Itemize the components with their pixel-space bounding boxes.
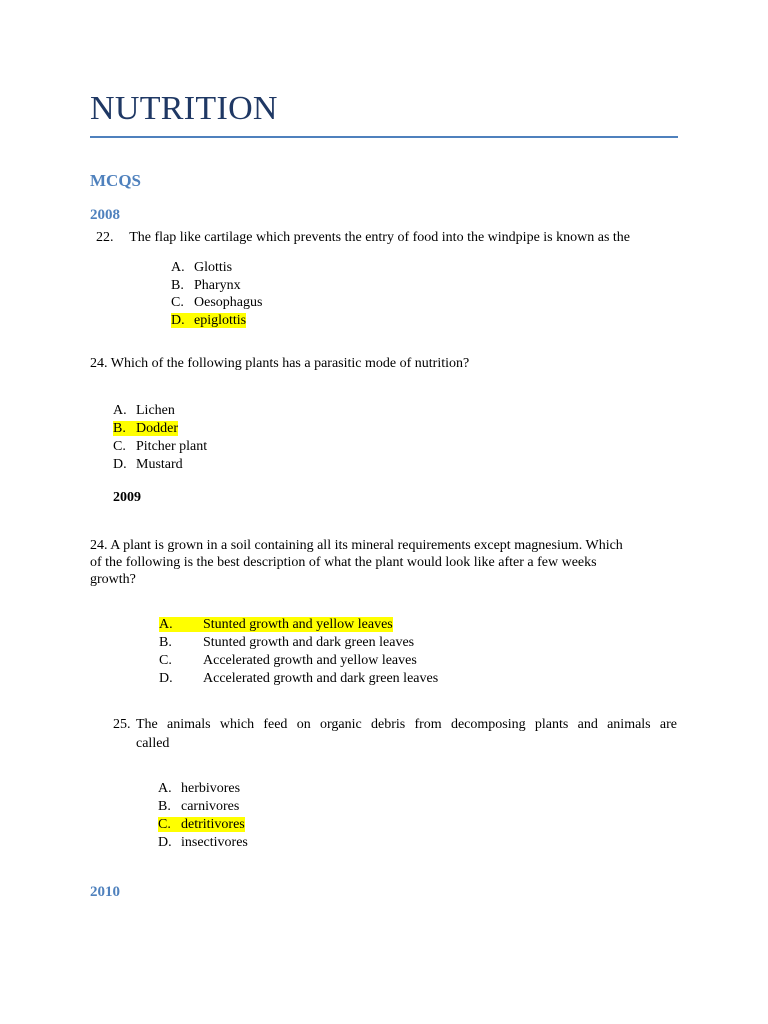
option-text: Stunted growth and dark green leaves [203,635,415,650]
option-text: Accelerated growth and dark green leaves [203,671,439,686]
option-d [158,834,248,852]
question-22 [96,229,630,246]
question-number: 22. [96,230,114,245]
option-label: D. [159,671,173,686]
option-text: carnivores [181,799,240,814]
option-label: C. [158,817,171,832]
option-d [159,670,438,688]
option-c [113,438,207,456]
section-heading: MCQS [90,171,141,190]
option-d [113,456,207,474]
highlighted-answer [158,817,245,832]
option-c [171,294,262,312]
option-label: A. [113,403,127,418]
option-text: Oesophagus [194,295,263,310]
option-b [113,420,207,438]
option-c [158,816,248,834]
question-24-parasitic: 24. Which of the following plants has a parasitic mode of nutrition? [90,356,470,371]
option-text: Pharynx [194,277,241,293]
option-text: Mustard [136,457,183,472]
document-title: NUTRITION [90,90,278,127]
q25-options [158,780,248,852]
option-text: Accelerated growth and yellow leaves [203,653,417,668]
year-heading-2009: 2009 [113,490,141,505]
option-label: A. [158,781,172,796]
option-a [113,402,207,420]
question-25-number: 25. [113,717,131,732]
option-text: detritivores [181,817,245,832]
option-label: B. [158,799,171,814]
option-b [158,798,248,816]
year-heading-2010: 2010 [90,884,120,900]
option-text: Pitcher plant [136,439,208,454]
option-d [171,312,262,330]
question-text: The flap like cartilage which prevents the entry of food into the windpipe is known as the [129,230,630,245]
q24a-options [113,402,207,474]
option-text: insectivores [181,835,248,850]
question-25 [136,716,677,753]
option-text: Lichen [136,403,175,418]
option-b [159,634,438,652]
option-label: D. [171,312,185,328]
option-label: A. [159,617,173,632]
option-label: D. [158,835,172,850]
question-line-2: of the following is the best description of what the plant would look like after a few weeks [90,555,597,570]
title-underline [90,136,678,138]
highlighted-answer [171,313,246,328]
option-text: Glottis [194,260,233,275]
highlighted-answer [159,617,393,632]
highlighted-answer [113,421,178,436]
option-label: C. [113,439,126,454]
option-label: C. [159,653,172,668]
option-text: herbivores [181,781,241,796]
option-label: B. [113,421,126,436]
option-c [159,652,438,670]
option-text: epiglottis [194,312,247,328]
option-label: D. [113,457,127,472]
option-b [171,277,262,295]
option-label: B. [171,277,184,293]
option-label: B. [159,635,172,650]
question-line-3: growth? [90,572,136,587]
option-a [171,259,262,277]
option-a [158,780,248,798]
option-text: Stunted growth and yellow leaves [203,617,393,632]
question-line-1: 24. A plant is grown in a soil containing all its mineral requirements except magnesium. Which [90,538,623,553]
question-line-2: called [136,735,170,751]
year-heading-2008: 2008 [90,207,120,223]
option-text: Dodder [136,421,178,436]
q22-options [171,259,262,329]
question-24-magnesium [90,537,680,588]
q24b-options [159,616,438,688]
question-line-1: The animals which feed on organic debris from decomposing plants and animals are [136,717,677,732]
option-label: C. [171,295,184,310]
option-label: A. [171,260,185,275]
option-a [159,616,438,634]
